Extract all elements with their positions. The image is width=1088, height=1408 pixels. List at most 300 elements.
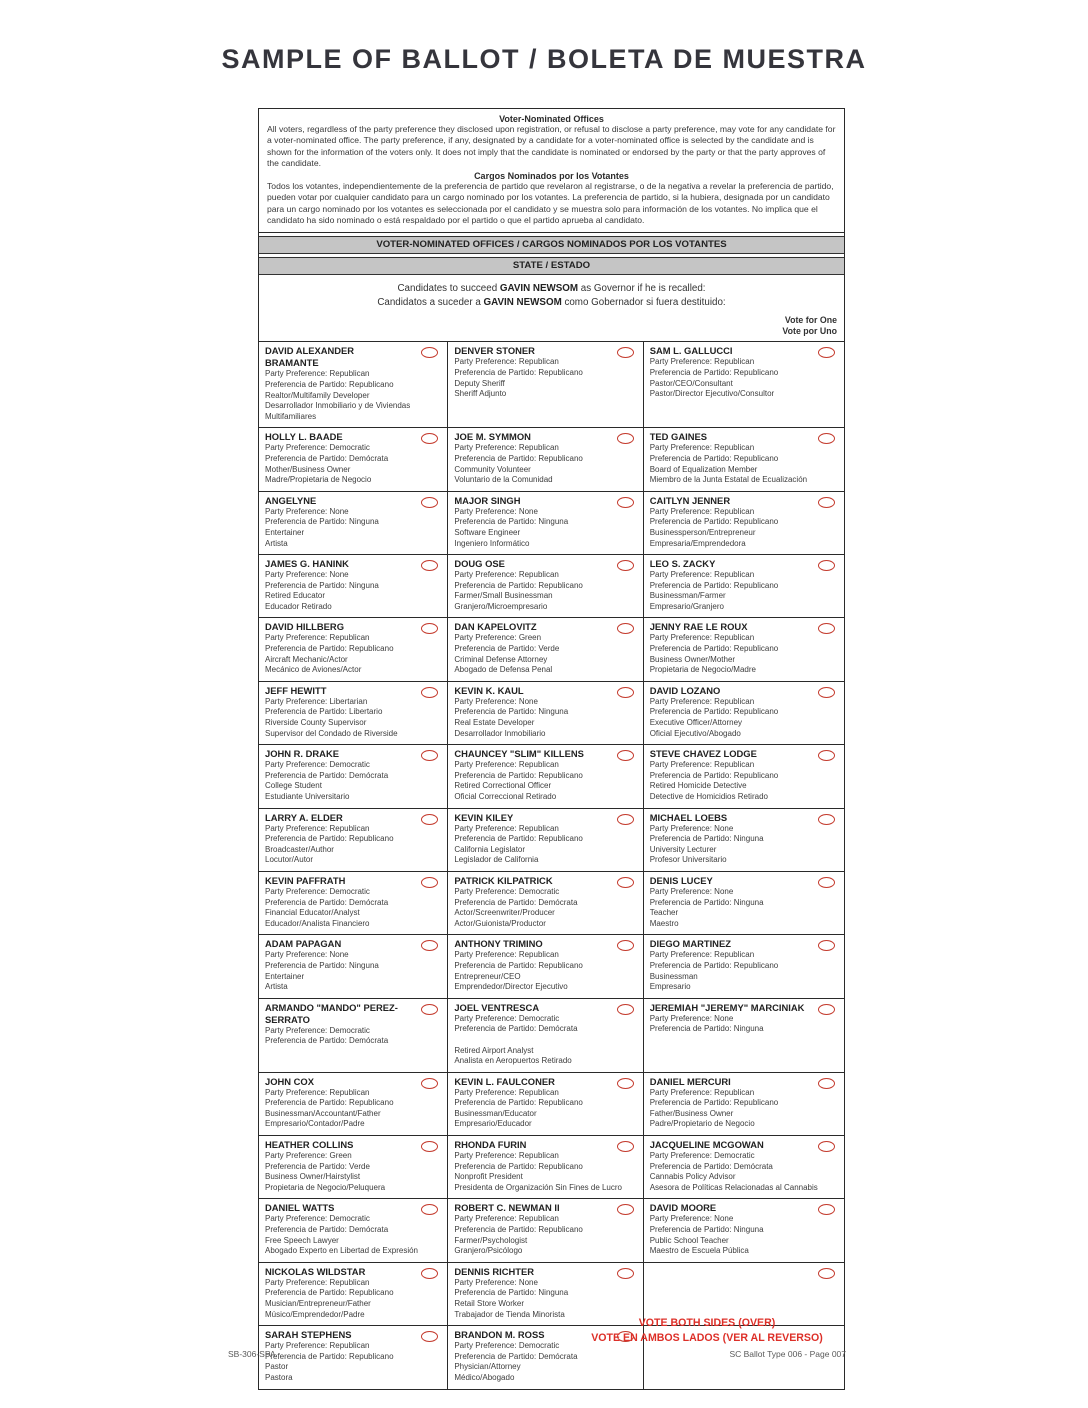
vote-bubble[interactable] <box>617 1004 634 1015</box>
candidate-detail: Artista <box>265 982 288 992</box>
candidate-name: JOE M. SYMMON <box>454 431 531 443</box>
candidate-detail: Abogado de Defensa Penal <box>454 665 553 675</box>
candidate-name: JEFF HEWITT <box>265 684 327 696</box>
candidate-detail: Retired Homicide Detective <box>649 781 747 791</box>
candidate-detail: Preferencia de Partido: Republicano <box>454 1225 583 1235</box>
candidate-detail: Businessman <box>649 971 698 981</box>
candidate-detail: Preferencia de Partido: Republicano <box>265 379 394 389</box>
candidate-name: SARAH STEPHENS <box>265 1329 352 1341</box>
candidate-detail: Preferencia de Partido: Demócrata <box>265 453 389 463</box>
vote-both-sides-es: VOTE EN AMBOS LADOS (VER AL REVERSO) <box>591 1331 823 1344</box>
candidate-detail: Party Preference: Green <box>454 633 542 643</box>
candidate-detail: Party Preference: Democratic <box>265 760 370 770</box>
candidate-detail: Party Preference: Republican <box>454 570 559 580</box>
candidate-detail: Party Preference: Republican <box>649 357 755 367</box>
candidate-detail: Preferencia de Partido: Republicano <box>649 517 779 527</box>
candidate-cell <box>259 745 447 807</box>
vote-bubble[interactable] <box>421 814 438 825</box>
candidate-detail: Broadcaster/Author <box>265 844 334 854</box>
candidate-detail: Desarrollador Inmobiliario <box>454 728 546 738</box>
candidate-detail: Preferencia de Partido: Republicano <box>265 1351 394 1361</box>
candidate-detail: Preferencia de Partido: Ninguna <box>649 897 764 907</box>
vote-bubble[interactable] <box>818 687 835 698</box>
ballot-row <box>259 554 844 617</box>
candidate-detail: Oficial Correccional Retirado <box>454 792 557 801</box>
candidate-cell <box>643 1199 844 1261</box>
candidate-name: DAVID HILLBERG <box>265 621 344 633</box>
candidate-cell <box>447 618 642 680</box>
candidate-detail: Mother/Business Owner <box>265 464 351 474</box>
candidate-detail: Propietaria de Negocio/Peluquera <box>265 1182 386 1192</box>
candidate-name: DOUG OSE <box>454 558 505 570</box>
ballot-codes <box>228 1349 846 1359</box>
candidate-cell <box>643 682 844 744</box>
candidate-cell <box>447 492 642 554</box>
candidate-detail: Legislador de California <box>454 855 539 865</box>
candidate-detail: Party Preference: Republican <box>454 357 559 367</box>
candidate-name: DAVID ALEXANDER BRAMANTE <box>265 345 355 369</box>
candidate-detail: Asesora de Políticas Relacionadas al Cannabis <box>649 1182 818 1192</box>
candidate-detail: Party Preference: Democratic <box>649 1151 755 1161</box>
vote-for-one-note <box>259 311 844 341</box>
candidate-cell <box>643 428 844 490</box>
candidate-cell <box>259 555 447 617</box>
candidate-detail: Physician/Attorney <box>454 1362 521 1372</box>
candidate-detail: Miembro de la Junta Estatal de Ecualización <box>649 475 808 485</box>
candidate-name: DENVER STONER <box>454 345 535 357</box>
instructions-heading-en: Voter-Nominated Offices <box>499 114 604 124</box>
candidate-cell <box>447 682 642 744</box>
candidate-detail: Party Preference: None <box>265 506 349 516</box>
candidate-cell <box>447 999 642 1072</box>
candidate-detail: Preferencia de Partido: Demócrata <box>454 1024 578 1034</box>
candidate-detail: Preferencia de Partido: Libertario <box>265 707 383 717</box>
vote-bubble[interactable] <box>421 687 438 698</box>
candidate-detail: Músico/Emprendedor/Padre <box>265 1309 365 1319</box>
ballot-row <box>259 808 844 871</box>
candidate-detail: Party Preference: Democratic <box>454 886 560 896</box>
candidate-detail: Maestro <box>649 918 679 928</box>
candidate-detail: Criminal Defense Attorney <box>454 654 548 664</box>
candidate-name: JOEL VENTRESCA <box>454 1001 540 1013</box>
vote-bubble[interactable] <box>617 687 634 698</box>
candidate-detail: Businessperson/Entrepreneur <box>649 527 756 537</box>
candidate-detail: Desarrollador Inmobiliario y de Viviendas Multifamiliares <box>265 401 411 421</box>
candidate-detail: Party Preference: None <box>649 886 734 896</box>
candidate-detail: Estudiante Universitario <box>265 792 350 801</box>
vote-bubble[interactable] <box>818 1141 835 1152</box>
contest-line-es: Candidatos a suceder a GAVIN NEWSOM como Gobernador si fuera destituido: <box>377 296 726 308</box>
candidate-detail: Actor/Screenwriter/Producer <box>454 908 555 918</box>
candidate-name: NICKOLAS WILDSTAR <box>265 1265 366 1277</box>
candidate-detail: Party Preference: Republican <box>454 823 559 833</box>
candidate-detail: Party Preference: Republican <box>649 696 755 706</box>
candidate-detail: Father/Business Owner <box>649 1108 734 1118</box>
candidate-detail: Locutor/Autor <box>265 855 314 865</box>
candidate-detail: Preferencia de Partido: Ninguna <box>454 1288 569 1298</box>
candidate-name: ANGELYNE <box>265 494 317 506</box>
candidate-cell <box>447 1136 642 1198</box>
candidate-detail: Voluntario de la Comunidad <box>454 475 553 485</box>
candidate-detail: Retired Correctional Officer <box>454 781 552 791</box>
candidate-detail: Preferencia de Partido: Ninguna <box>454 517 569 527</box>
ballot-row <box>259 744 844 807</box>
candidate-detail: Abogado Experto en Libertad de Expresión <box>265 1246 418 1256</box>
candidate-cell <box>259 809 447 871</box>
candidate-grid <box>259 341 844 1388</box>
candidate-name: TED GAINES <box>649 431 707 443</box>
candidate-detail: Preferencia de Partido: Demócrata <box>454 897 578 907</box>
candidate-cell <box>259 492 447 554</box>
vote-bubble[interactable] <box>617 560 634 571</box>
instructions-heading-es: Cargos Nominados por los Votantes <box>474 171 629 182</box>
vote-note-en: Vote for One <box>784 315 837 326</box>
ballot-row <box>259 1135 844 1198</box>
candidate-detail: Party Preference: Democratic <box>454 1013 560 1023</box>
candidate-detail: Businessman/Farmer <box>649 591 726 601</box>
candidate-detail: Preferencia de Partido: Republicano <box>454 367 583 377</box>
candidate-detail: Party Preference: Democratic <box>265 1025 370 1035</box>
candidate-detail: Party Preference: Democratic <box>265 886 370 896</box>
ballot-row <box>259 427 844 490</box>
candidate-cell <box>259 999 447 1072</box>
candidate-detail: Médico/Abogado <box>454 1372 515 1382</box>
candidate-detail: Realtor/Multifamily Developer <box>265 390 370 400</box>
candidate-cell <box>259 682 447 744</box>
candidate-detail: Preferencia de Partido: Ninguna <box>454 707 569 717</box>
candidate-detail: Party Preference: Republican <box>265 1341 370 1351</box>
candidate-detail: Party Preference: Republican <box>454 1214 559 1224</box>
candidate-detail: Pastor/CEO/Consultant <box>649 378 733 388</box>
candidate-detail: Party Preference: Republican <box>454 1087 559 1097</box>
candidate-name: DENNIS RICHTER <box>454 1265 535 1277</box>
candidate-cell <box>643 342 844 427</box>
vote-bubble[interactable] <box>818 1268 835 1279</box>
candidate-detail: Educador/Analista Financiero <box>265 918 370 928</box>
candidate-cell <box>259 618 447 680</box>
candidate-name: DANIEL MERCURI <box>649 1075 731 1087</box>
candidate-detail <box>454 1035 637 1046</box>
candidate-cell <box>259 935 447 997</box>
candidate-detail: Party Preference: None <box>265 570 349 580</box>
candidate-cell <box>447 1073 642 1135</box>
ballot-card <box>258 108 845 1390</box>
candidate-detail: Farmer/Psychologist <box>454 1235 528 1245</box>
candidate-cell <box>643 809 844 871</box>
candidate-detail: Party Preference: Democratic <box>454 1341 560 1351</box>
candidate-detail: Granjero/Psicólogo <box>454 1246 523 1256</box>
candidate-detail: Preferencia de Partido: Republicano <box>454 770 583 780</box>
candidate-detail: Community Volunteer <box>454 464 531 474</box>
candidate-detail: Mecánico de Aviones/Actor <box>265 665 362 675</box>
candidate-detail: Preferencia de Partido: Republicano <box>454 1098 583 1108</box>
instructions-body-es: Todos los votantes, independientemente de la preferencia de partido que revelaron al registrarse, o de la negativa a revelar la preferencia de partido, pueden votar por cualquier candidato para un cargo nominado por los votantes. La preferencia de partido, si la hubiera, designada por un candidato para un cargo nominado por los votantes es seleccionada por el candidato y se muestra solo para información de los votantes. No implica que el candidato ha sido nominado o está respaldado por el partido o que el partido aprueba al candidato. <box>267 181 834 226</box>
ballot-row <box>259 1198 844 1261</box>
candidate-cell <box>643 492 844 554</box>
candidate-detail: Profesor Universitario <box>649 855 727 865</box>
candidate-cell <box>643 872 844 934</box>
voter-instructions <box>259 109 844 233</box>
candidate-name: DIEGO MARTINEZ <box>649 938 731 950</box>
candidate-detail: Retired Educator <box>265 591 326 601</box>
candidate-detail: Preferencia de Partido: Republicano <box>265 644 394 654</box>
candidate-cell <box>643 1073 844 1135</box>
candidate-detail: Musician/Entrepreneur/Father <box>265 1299 371 1308</box>
candidate-name: ARMANDO "MANDO" PEREZ-SERRATO <box>265 1001 398 1025</box>
candidate-detail: Actor/Guionista/Productor <box>454 918 546 928</box>
candidate-name: KEVIN L. FAULCONER <box>454 1075 555 1087</box>
ballot-code-left: SB-306-SPA <box>228 1349 276 1359</box>
candidate-name: STEVE CHAVEZ LODGE <box>649 748 757 760</box>
vote-bubble[interactable] <box>421 1268 438 1279</box>
candidate-detail: Entrepreneur/CEO <box>454 971 521 981</box>
ballot-row <box>259 1072 844 1135</box>
candidate-detail: Preferencia de Partido: Republicano <box>649 707 779 717</box>
candidate-detail: Party Preference: None <box>649 1013 734 1023</box>
candidate-detail: Propietaria de Negocio/Madre <box>649 665 756 675</box>
candidate-name: ADAM PAPAGAN <box>265 938 342 950</box>
vote-bubble[interactable] <box>617 1268 634 1279</box>
ballot-code-right: SC Ballot Type 006 - Page 007 <box>729 1349 846 1359</box>
candidate-detail: Empresario/Contador/Padre <box>265 1119 365 1129</box>
candidate-name: DAN KAPELOVITZ <box>454 621 537 633</box>
candidate-cell <box>447 342 642 427</box>
candidate-detail: Party Preference: Republican <box>649 633 755 643</box>
vote-bubble[interactable] <box>617 877 634 888</box>
candidate-detail: Preferencia de Partido: Demócrata <box>265 770 389 780</box>
vote-bubble[interactable] <box>421 497 438 508</box>
page-title: SAMPLE OF BALLOT / BOLETA DE MUESTRA <box>221 44 867 74</box>
candidate-name: KEVIN K. KAUL <box>454 684 524 696</box>
candidate-cell <box>259 342 447 427</box>
candidate-detail: Preferencia de Partido: Republicano <box>454 834 583 844</box>
candidate-detail: Preferencia de Partido: Demócrata <box>265 1036 389 1046</box>
candidate-detail: Artista <box>265 538 288 548</box>
vote-bubble[interactable] <box>818 497 835 508</box>
candidate-cell <box>643 935 844 997</box>
candidate-detail: Preferencia de Partido: Republicano <box>265 1288 394 1298</box>
candidate-detail: Preferencia de Partido: Ninguna <box>265 960 379 970</box>
candidate-detail: Party Preference: None <box>454 1277 538 1287</box>
candidate-name: JENNY RAE LE ROUX <box>649 621 748 633</box>
candidate-detail: Party Preference: Republican <box>454 1151 559 1161</box>
ballot-row <box>259 871 844 934</box>
candidate-detail: Preferencia de Partido: Republicano <box>454 1161 583 1171</box>
candidate-detail: Retail Store Worker <box>454 1299 524 1308</box>
candidate-name: JOHN R. DRAKE <box>265 748 339 760</box>
candidate-detail: Ingeniero Informático <box>454 538 530 548</box>
candidate-detail: Preferencia de Partido: Ninguna <box>649 1225 764 1235</box>
candidate-cell <box>643 1136 844 1198</box>
ballot-row <box>259 341 844 427</box>
ballot-row <box>259 491 844 554</box>
candidate-detail: Retired Airport Analyst <box>454 1045 534 1055</box>
vote-bubble[interactable] <box>818 1004 835 1015</box>
instructions-body-en: All voters, regardless of the party preference they disclosed upon registration, or refusal to disclose a party preference, may vote for any candidate for a voter-nominated office. The party preference, if any, designated by a candidate for a voter-nominated office is selected by the candidate and is shown for the information of the voters only. It does not imply that the candidate is nominated or endorsed by the party or that the party approves of the candidate. <box>267 124 836 168</box>
candidate-detail: Riverside County Supervisor <box>265 718 367 728</box>
candidate-detail: Empresario/Granjero <box>649 601 724 611</box>
contest-description <box>259 275 844 311</box>
candidate-detail: Preferencia de Partido: Republicano <box>454 580 583 590</box>
candidate-detail: Preferencia de Partido: Demócrata <box>649 1161 773 1171</box>
vote-both-sides-notice <box>562 1316 852 1345</box>
candidate-detail: Preferencia de Partido: Republicano <box>649 367 779 377</box>
candidate-detail: Supervisor del Condado de Riverside <box>265 728 398 738</box>
candidate-detail: Preferencia de Partido: Ninguna <box>649 1024 764 1034</box>
candidate-cell <box>259 872 447 934</box>
candidate-detail: Oficial Ejecutivo/Abogado <box>649 728 741 738</box>
candidate-cell <box>643 555 844 617</box>
candidate-detail: Preferencia de Partido: Republicano <box>265 834 394 844</box>
candidate-detail: Pastor/Director Ejecutivo/Consultor <box>649 389 775 399</box>
vote-bubble[interactable] <box>617 1078 634 1089</box>
candidate-detail: Aircraft Mechanic/Actor <box>265 654 348 664</box>
ballot-row <box>259 934 844 997</box>
candidate-name: PATRICK KILPATRICK <box>454 874 553 886</box>
candidate-detail: Party Preference: None <box>649 1214 734 1224</box>
candidate-detail: Preferencia de Partido: Republicano <box>454 960 583 970</box>
candidate-name: DAVID MOORE <box>649 1202 717 1214</box>
candidate-detail: Padre/Propietario de Negocio <box>649 1119 755 1129</box>
candidate-cell <box>447 555 642 617</box>
candidate-name: JEREMIAH "JEREMY" MARCINIAK <box>649 1001 805 1013</box>
candidate-cell <box>259 1263 447 1325</box>
candidate-detail: Preferencia de Partido: Ninguna <box>649 834 764 844</box>
candidate-detail: Preferencia de Partido: Republicano <box>649 644 779 654</box>
candidate-detail: Pastora <box>265 1372 293 1382</box>
candidate-detail: Preferencia de Partido: Demócrata <box>454 1351 578 1361</box>
candidate-detail: Party Preference: Republican <box>649 570 755 580</box>
candidate-detail: Businessman/Educator <box>454 1108 537 1118</box>
candidate-detail: Businessman/Accountant/Father <box>265 1108 381 1118</box>
candidate-detail: Preferencia de Partido: Ninguna <box>265 580 379 590</box>
candidate-name: HOLLY L. BAADE <box>265 431 343 443</box>
candidate-name: DAVID LOZANO <box>649 684 721 696</box>
candidate-name: LEO S. ZACKY <box>649 558 716 570</box>
candidate-detail: Granjero/Microempresario <box>454 601 548 611</box>
candidate-name: ROBERT C. NEWMAN II <box>454 1202 560 1214</box>
vote-bubble[interactable] <box>421 1078 438 1089</box>
ballot-row <box>259 998 844 1072</box>
candidate-detail: Party Preference: None <box>454 506 538 516</box>
candidate-detail: Cannabis Policy Advisor <box>649 1172 736 1182</box>
candidate-detail: Deputy Sheriff <box>454 378 505 388</box>
candidate-detail: College Student <box>265 781 322 791</box>
candidate-cell <box>447 872 642 934</box>
vote-bubble[interactable] <box>818 877 835 888</box>
candidate-cell <box>643 618 844 680</box>
candidate-detail: Maestro de Escuela Pública <box>649 1246 749 1256</box>
candidate-detail: Party Preference: Democratic <box>265 1214 370 1224</box>
candidate-detail: Free Speech Lawyer <box>265 1235 339 1245</box>
vote-bubble[interactable] <box>818 814 835 825</box>
candidate-name: KEVIN PAFFRATH <box>265 874 346 886</box>
candidate-detail: Madre/Propietaria de Negocio <box>265 475 372 485</box>
candidate-detail: Party Preference: Republican <box>649 1087 755 1097</box>
vote-note-es: Vote por Uno <box>782 326 837 337</box>
candidate-cell <box>259 428 447 490</box>
vote-bubble[interactable] <box>617 814 634 825</box>
candidate-detail: Party Preference: Republican <box>454 950 559 960</box>
candidate-name: ANTHONY TRIMINO <box>454 938 543 950</box>
candidate-cell <box>643 999 844 1072</box>
vote-both-sides-en: VOTE BOTH SIDES (OVER) <box>638 1317 776 1329</box>
candidate-name: KEVIN KILEY <box>454 811 514 823</box>
candidate-detail: Entertainer <box>265 527 305 537</box>
candidate-detail: Party Preference: Republican <box>649 760 755 770</box>
ballot-row <box>259 617 844 680</box>
candidate-detail: Preferencia de Partido: Demócrata <box>265 897 389 907</box>
candidate-cell <box>447 1199 642 1261</box>
candidate-name: CHAUNCEY "SLIM" KILLENS <box>454 748 584 760</box>
candidate-detail: Sheriff Adjunto <box>454 389 507 399</box>
candidate-name: BRANDON M. ROSS <box>454 1329 545 1341</box>
candidate-name: LARRY A. ELDER <box>265 811 343 823</box>
candidate-detail: Empresario/Educador <box>454 1119 532 1129</box>
candidate-detail: Teacher <box>649 908 679 918</box>
candidate-detail: Preferencia de Partido: Republicano <box>454 453 583 463</box>
candidate-name: JAMES G. HANINK <box>265 558 349 570</box>
candidate-detail: Party Preference: Republican <box>265 1087 370 1097</box>
candidate-detail: Party Preference: Republican <box>265 1277 370 1287</box>
candidate-detail: Party Preference: Libertarian <box>265 696 368 706</box>
vote-bubble[interactable] <box>617 750 634 761</box>
candidate-detail: Emprendedor/Director Ejecutivo <box>454 982 568 992</box>
candidate-detail: Business Owner/Mother <box>649 654 736 664</box>
candidate-detail: Party Preference: Green <box>265 1151 352 1161</box>
candidate-cell <box>259 1136 447 1198</box>
candidate-detail: Empresaria/Emprendedora <box>649 538 746 548</box>
candidate-detail: Business Owner/Hairstylist <box>265 1172 361 1182</box>
vote-bubble[interactable] <box>818 1078 835 1089</box>
candidate-detail: Detective de Homicidios Retirado <box>649 792 768 801</box>
candidate-detail: Executive Officer/Attorney <box>649 718 743 728</box>
candidate-detail: Preferencia de Partido: Verde <box>454 644 560 654</box>
candidate-detail: Analista en Aeropuertos Retirado <box>454 1056 572 1066</box>
candidate-detail: Preferencia de Partido: Demócrata <box>265 1225 389 1235</box>
vote-bubble[interactable] <box>617 497 634 508</box>
candidate-detail: Trabajador de Tienda Minorista <box>454 1309 565 1319</box>
candidate-detail: Preferencia de Partido: Republicano <box>649 580 779 590</box>
candidate-name: RHONDA FURIN <box>454 1139 527 1151</box>
candidate-detail: Preferencia de Partido: Republicano <box>649 960 779 970</box>
vote-bubble[interactable] <box>617 1141 634 1152</box>
candidate-detail: Preferencia de Partido: Ninguna <box>265 517 379 527</box>
candidate-detail: Party Preference: Republican <box>265 823 370 833</box>
candidate-detail: Preferencia de Partido: Republicano <box>265 1098 394 1108</box>
candidate-detail: Educador Retirado <box>265 601 332 611</box>
candidate-cell <box>447 428 642 490</box>
candidate-cell <box>447 935 642 997</box>
candidate-detail: Board of Equalization Member <box>649 464 758 474</box>
candidate-name: CAITLYN JENNER <box>649 494 731 506</box>
candidate-detail: Public School Teacher <box>649 1235 729 1245</box>
candidate-detail: Preferencia de Partido: Verde <box>265 1161 370 1171</box>
candidate-detail: Preferencia de Partido: Republicano <box>649 770 779 780</box>
candidate-detail: Party Preference: Republican <box>454 443 559 453</box>
candidate-name: DANIEL WATTS <box>265 1202 335 1214</box>
candidate-detail: University Lecturer <box>649 844 717 854</box>
candidate-cell <box>259 1199 447 1261</box>
candidate-detail: Party Preference: Republican <box>454 760 559 770</box>
vote-bubble[interactable] <box>421 1004 438 1015</box>
candidate-detail: Farmer/Small Businessman <box>454 591 553 601</box>
candidate-cell <box>447 809 642 871</box>
candidate-detail: Presidenta de Organización Sin Fines de Lucro <box>454 1182 622 1192</box>
candidate-cell <box>259 1073 447 1135</box>
candidate-name: JOHN COX <box>265 1075 314 1087</box>
candidate-detail: Real Estate Developer <box>454 718 535 728</box>
